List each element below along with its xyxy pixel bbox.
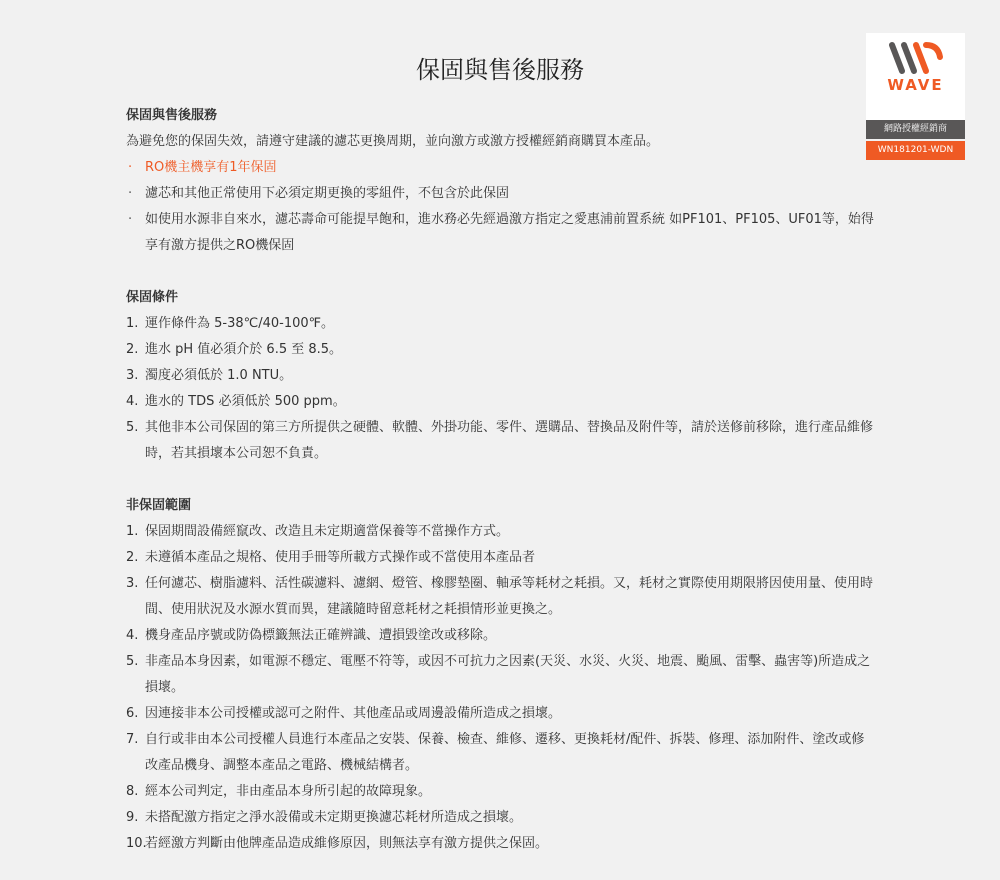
list-item: 5. 其他非本公司保固的第三方所提供之硬體、軟體、外掛功能、零件、選購品、替換品及附件等，請於送修前移除，進行產品維修時，若其損壞本公司恕不負責。 — [126, 420, 874, 461]
bullet-text: RO機主機享有1年保固 — [145, 160, 277, 175]
exclusions-heading: 非保固範圍 — [126, 498, 192, 513]
list-item: 3. 濁度必須低於 1.0 NTU。 — [126, 368, 293, 383]
dealer-code: WN181201-WDN — [866, 141, 965, 160]
exclusion-text: 自行或非由本公司授權人員進行本產品之安裝、保養、檢查、維修、遷移、更換耗材/配件、拆裝、修理、添加附件、塗改或修改產品機身、調整本產品之電路、機械結構者。 — [145, 732, 865, 773]
condition-text: 運作條件為 5-38℃/40-100℉。 — [145, 316, 335, 331]
conditions-list — [126, 311, 876, 467]
list-item: 1. 運作條件為 5-38℃/40-100℉。 — [126, 316, 335, 331]
list-item — [126, 207, 876, 259]
exclusion-text: 經本公司判定，非由產品本身所引起的故障現象。 — [145, 784, 432, 799]
exclusion-text: 機身產品序號或防偽標籤無法正確辨識、遭損毀塗改或移除。 — [145, 628, 497, 643]
warranty-content — [126, 103, 876, 857]
bullet-text: 如使用水源非自來水，濾芯壽命可能提早飽和，進水務必先經過激方指定之愛惠浦前置系統 如PF101、PF105、UF01等，始得享有激方提供之RO機保固 — [145, 212, 874, 253]
list-item: 2. 進水 pH 值必須介於 6.5 至 8.5。 — [126, 342, 343, 357]
exclusion-text: 任何濾芯、樹脂濾料、活性碳濾料、濾網、燈管、橡膠墊圈、軸承等耗材之耗損。又，耗材之實際使用期限將因使用量、使用時間、使用狀況及水源水質而異，建議隨時留意耗材之耗損情形並更換之。 — [145, 576, 874, 617]
bullet-dot-icon: · — [128, 160, 133, 175]
list-item — [126, 181, 876, 207]
list-item — [126, 155, 876, 181]
exclusion-text: 非產品本身因素，如電源不穩定、電壓不符等，或因不可抗力之因素(天災、水災、火災、地震、颱風、雷擊、蟲害等)所造成之損壞。 — [145, 654, 871, 695]
page-title: 保固與售後服務 — [416, 56, 584, 84]
exclusions-list — [126, 519, 876, 857]
dealer-label: 網路授權經銷商 — [866, 120, 965, 139]
list-item: 9. 未搭配激方指定之淨水設備或未定期更換濾芯耗材所造成之損壞。 — [126, 810, 523, 825]
brand-logo-card — [866, 33, 965, 160]
list-item: 5. 非產品本身因素，如電源不穩定、電壓不符等，或因不可抗力之因素(天災、水災、火災、地震、颱風、雷擊、蟲害等)所造成之損壞。 — [126, 654, 871, 695]
exclusion-text: 未搭配激方指定之淨水設備或未定期更換濾芯耗材所造成之損壞。 — [145, 810, 523, 825]
bullet-text: 濾芯和其他正常使用下必須定期更換的零組件，不包含於此保固 — [145, 186, 510, 201]
condition-text: 濁度必須低於 1.0 NTU。 — [145, 368, 293, 383]
warranty-intro: 為避免您的保固失效，請遵守建議的濾芯更換周期，並向激方或激方授權經銷商購買本產品。 — [126, 134, 660, 149]
conditions-heading: 保固條件 — [126, 290, 179, 305]
list-item: 7. 自行或非由本公司授權人員進行本產品之安裝、保養、檢查、維修、遷移、更換耗材/配件、拆裝、修理、添加附件、塗改或修改產品機身、調整本產品之電路、機械結構者。 — [126, 732, 865, 773]
brand-name: WAVE — [887, 76, 944, 94]
exclusion-text: 若經激方判斷由他牌產品造成維修原因，則無法享有激方提供之保固。 — [145, 836, 549, 851]
list-item: 4. 進水的 TDS 必須低於 500 ppm。 — [126, 394, 346, 409]
list-item: 3. 任何濾芯、樹脂濾料、活性碳濾料、濾網、燈管、橡膠墊圈、軸承等耗材之耗損。又，耗材之實際使用期限將因使用量、使用時間、使用狀況及水源水質而異，建議隨時留意耗材之耗損情形並更換之。 — [126, 576, 874, 617]
exclusion-text: 因連接非本公司授權或認可之附件、其他產品或周邊設備所造成之損壞。 — [145, 706, 562, 721]
condition-text: 進水的 TDS 必須低於 500 ppm。 — [145, 394, 346, 409]
condition-text: 其他非本公司保固的第三方所提供之硬體、軟體、外掛功能、零件、選購品、替換品及附件等，請於送修前移除，進行產品維修時，若其損壞本公司恕不負責。 — [145, 420, 874, 461]
bullet-dot-icon: · — [128, 212, 133, 227]
list-item: 10. 若經激方判斷由他牌產品造成維修原因，則無法享有激方提供之保固。 — [126, 836, 549, 851]
warranty-bullet-list — [126, 155, 876, 259]
condition-text: 進水 pH 值必須介於 6.5 至 8.5。 — [145, 342, 343, 357]
list-item: 2. 未遵循本產品之規格、使用手冊等所載方式操作或不當使用本產品者 — [126, 550, 536, 565]
brand-logo — [866, 33, 965, 120]
exclusion-text: 未遵循本產品之規格、使用手冊等所載方式操作或不當使用本產品者 — [145, 550, 536, 565]
list-item: 8. 經本公司判定，非由產品本身所引起的故障現象。 — [126, 784, 432, 799]
exclusion-text: 保固期間設備經竄改、改造且未定期適當保養等不當操作方式。 — [145, 524, 510, 539]
list-item: 6. 因連接非本公司授權或認可之附件、其他產品或周邊設備所造成之損壞。 — [126, 706, 562, 721]
bullet-dot-icon: · — [128, 186, 133, 201]
list-item: 1. 保固期間設備經竄改、改造且未定期適當保養等不當操作方式。 — [126, 524, 510, 539]
warranty-heading: 保固與售後服務 — [126, 108, 218, 123]
list-item: 4. 機身產品序號或防偽標籤無法正確辨識、遭損毀塗改或移除。 — [126, 628, 497, 643]
wave-logo-mark-icon — [886, 41, 946, 75]
